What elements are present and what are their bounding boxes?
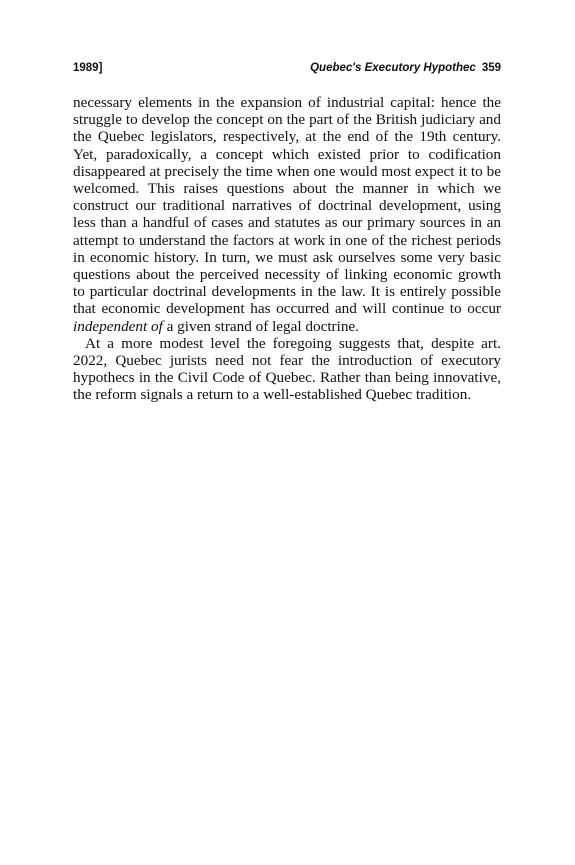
running-head-title: Quebec's Executory Hypothec <box>310 62 476 74</box>
running-head-right <box>310 62 501 74</box>
paragraph-continued <box>73 94 501 335</box>
paragraph-1-emphasis: independent of <box>73 317 163 335</box>
running-head <box>73 62 501 80</box>
paragraph-1-text-before: necessary elements in the expansion of industrial capital: hence the struggle to develop the concept on the part of the British judiciary and the Quebec legislators, respectively, at the end of the 19th century. Yet, paradoxically, a concept which existed prior to codification disappeared at precisely the time when one would most expect it to be welcomed. This raises questions about the manner in which we construct our traditional narratives of doctrinal development, using less than a handful of cases and statutes as our primary sources in an attempt to understand the factors at work in one of the richest periods in economic history. In turn, we must ask ourselves some very basic questions about the perceived necessity of linking economic growth to particular doctrinal developments in the law. It is entirely possible that economic development has occurred and will continue to occur <box>73 94 501 318</box>
paragraph-1-text-after: a given strand of legal doctrine. <box>162 317 359 335</box>
page-number: 359 <box>481 62 501 74</box>
running-head-year: 1989] <box>73 62 103 74</box>
body-text <box>73 94 501 404</box>
paragraph-conclusion: At a more modest level the foregoing suggests that, despite art. 2022, Quebec jurists need not fear the introduction of executory hypothecs in the Civil Code of Quebec. Rather than being innovative, the reform signals a return to a well-established Quebec tradition. <box>73 334 501 404</box>
document-page <box>73 62 501 404</box>
